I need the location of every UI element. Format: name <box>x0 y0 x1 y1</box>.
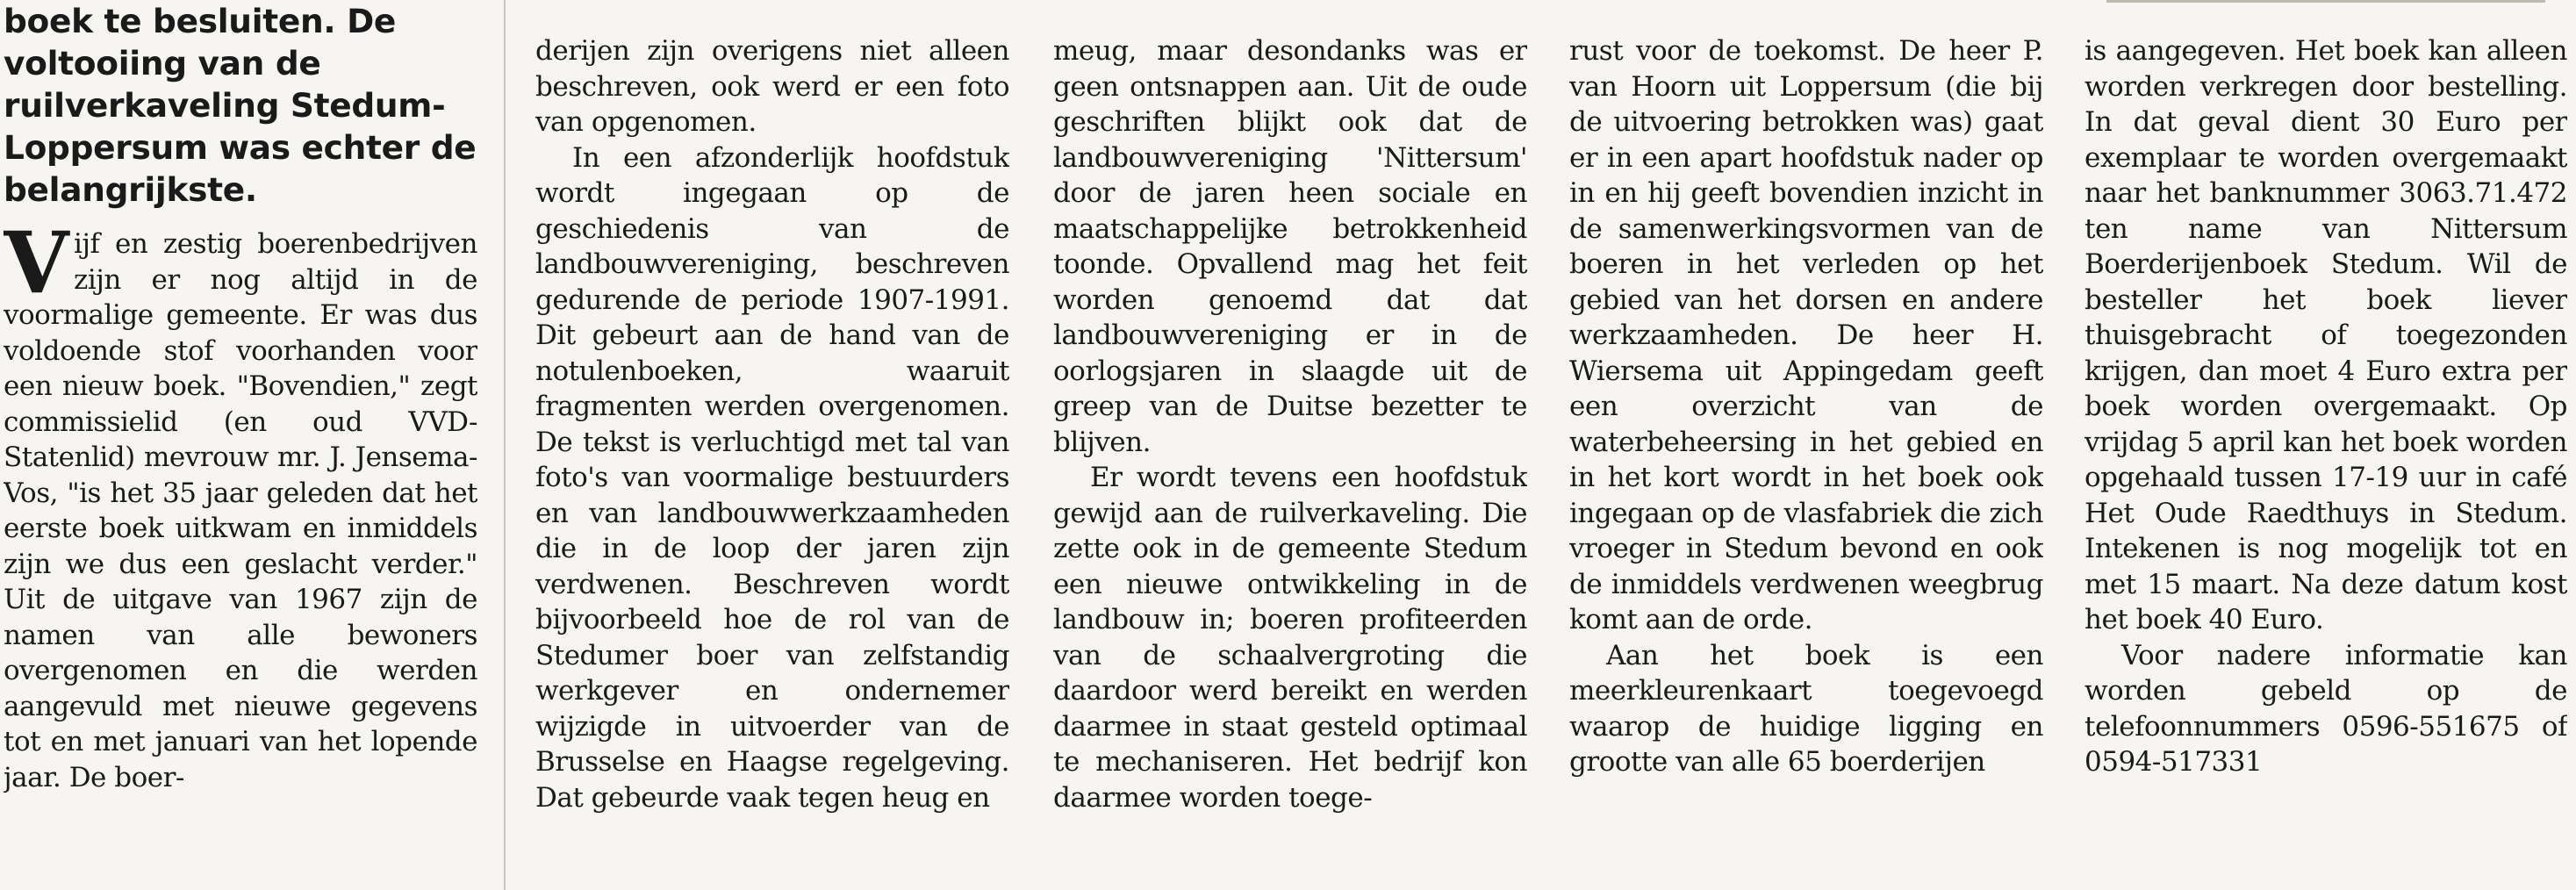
paragraph: In een afzonderlijk hoofdstuk wordt ingegaan op de geschiedenis van de landbouwvereniging, beschreven gedurende de periode 1907-1991. Dit gebeurt aan de hand van de notulenboeken, waaruit fragmenten werden overgenomen. De tekst is verluchtigd met tal van foto's van voormalige bestuurders en van landbouwwerkzaamheden die in de loop der jaren zijn verdwenen. Beschreven wordt bijvoorbeeld hoe de rol van de Stedumer boer van zelfstandig werkgever en ondernemer wijzigde in uitvoerder van de Brusselse en Haagse regelgeving. Dat gebeurde vaak tegen heug en <box>535 141 1009 814</box>
article-column-1 <box>4 0 477 890</box>
paragraph-text: ijf en zestig boerenbedrijven zijn er nog altijd in de voormalige gemeente. Er was dus voldoende stof voorhanden voor een nieuw boek. "Bovendien," zegt commissielid (en oud VVD-Statenlid) mevrouw mr. J. Jensema-Vos, "is het 35 jaar geleden dat het eerste boek uitkwam en inmiddels zijn we dus een geslacht verder." Uit de uitgave van 1967 zijn de namen van alle bewoners overgenomen en die werden aangevuld met nieuwe gegevens tot en met januari van het lopende jaar. De boer- <box>4 228 477 793</box>
column-divider <box>504 0 506 890</box>
top-edge-mark <box>2106 0 2545 3</box>
article-column-3 <box>1053 33 1527 890</box>
headline: boek te besluiten. De voltooiing van de ruilverkaveling Stedum-Loppersum was echter de belangrijkste. <box>4 2 477 209</box>
paragraph: derijen zijn overigens niet alleen beschreven, ook werd er een foto van opgenomen. <box>535 35 1009 138</box>
paragraph: meug, maar desondanks was er geen ontsnappen aan. Uit de oude geschriften blijkt ook dat de landbouwvereniging 'Nittersum' door de jaren heen sociale en maatschappelijke betrokkenheid toonde. Opvallend mag het feit worden genoemd dat dat landbouwvereniging er in de oorlogsjaren in slaagde uit de greep van de Duitse bezetter te blijven. <box>1053 35 1527 458</box>
paragraph: is aangegeven. Het boek kan alleen worden verkregen door bestelling. In dat geval dient 30 Euro per exemplaar te worden overgemaakt naar het banknummer 3063.71.472 ten name van Nittersum Boerderijenboek Stedum. Wil de besteller het boek liever thuisgebracht of toegezonden krijgen, dan moet 4 Euro extra per boek worden overgemaakt. Op vrijdag 5 april kan het boek worden opgehaald tussen 17-19 uur in café Het Oude Raedthuys in Stedum. Intekenen is nog mogelijk tot en met 15 maart. Na deze datum kost het boek 40 Euro. <box>2084 35 2567 635</box>
paragraph: rust voor de toekomst. De heer P. van Hoorn uit Loppersum (die bij de uitvoering betrokken was) gaat er in een apart hoofdstuk nader op in en hij geeft bovendien inzicht in de samenwerkingsvormen van de boeren in het verleden op het gebied van het dorsen en andere werkzaamheden. De heer H. Wiersema uit Appingedam geeft een overzicht van de waterbeheersing in het gebied en in het kort wordt in het boek ook ingegaan op de vlasfabriek die zich vroeger in Stedum bevond en ook de inmiddels verdwenen weegbrug komt aan de orde. <box>1569 35 2043 635</box>
lead-paragraph <box>4 213 477 795</box>
article-column-4 <box>1569 33 2043 890</box>
paragraph: Voor nadere informatie kan worden gebeld op de telefoonnummers 0596-551675 of 0594-517331 <box>2084 639 2567 778</box>
paragraph: Er wordt tevens een hoofdstuk gewijd aan de ruilverkaveling. Die zette ook in de gemeente Stedum een nieuwe ontwikkeling in de landbouw in; boeren profiteerden van de schaalvergroting die daardoor werd bereikt en werden daarmee in staat gesteld optimaal te mechaniseren. Het bedrijf kon daarmee worden toege- <box>1053 462 1527 814</box>
paragraph: Aan het boek is een meerkleurenkaart toegevoegd waarop de huidige ligging en grootte van alle 65 boerderijen <box>1569 639 2043 778</box>
article-column-5 <box>2084 33 2567 890</box>
drop-cap: V <box>4 213 68 312</box>
article-column-2 <box>535 33 1009 890</box>
